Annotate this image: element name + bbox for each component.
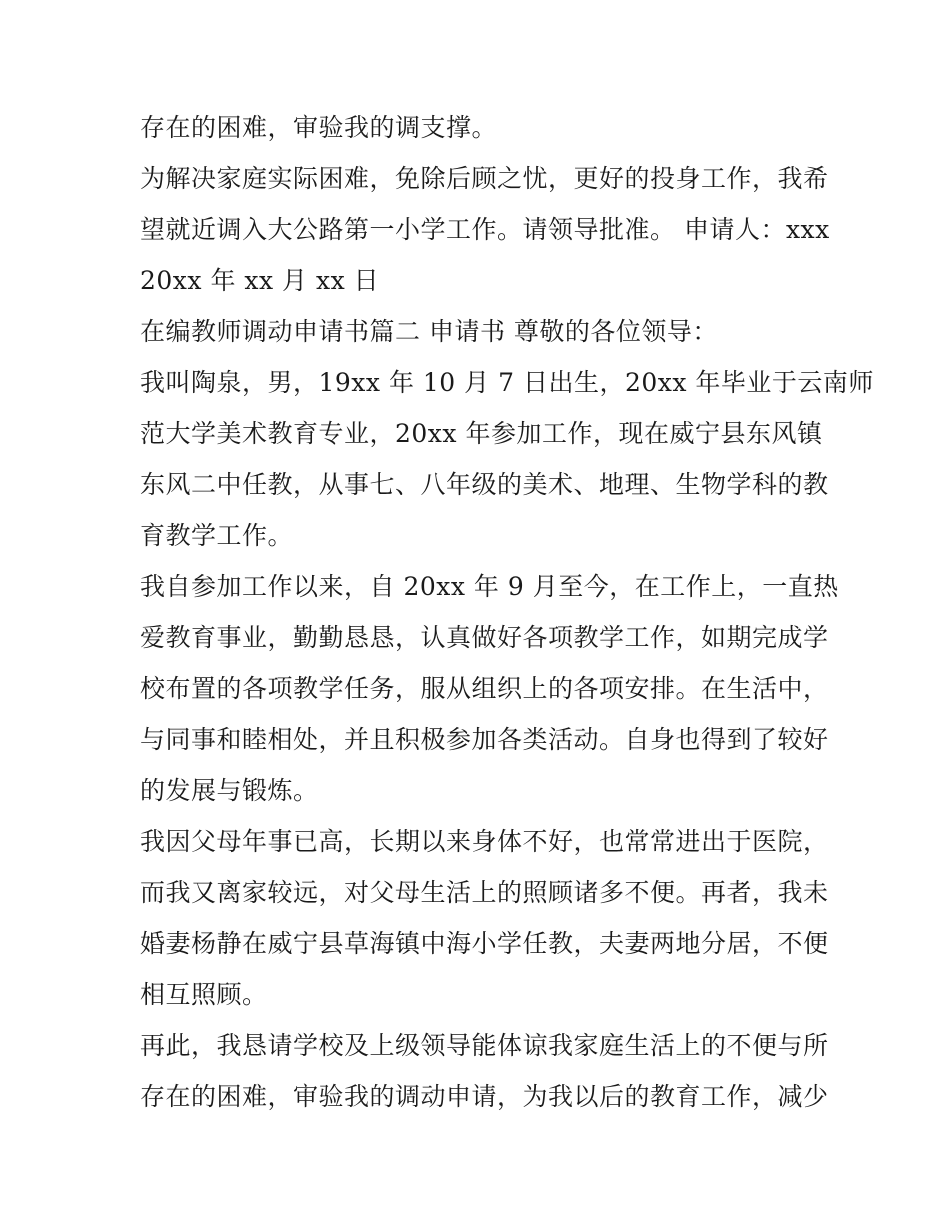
text-line: 与同事和睦相处，并且积极参加各类活动。自身也得到了较好	[140, 725, 829, 754]
text-line: 我因父母年事已高，长期以来身体不好，也常常进出于医院，	[140, 827, 829, 856]
text-line: 我叫陶泉，男，19xx 年 10 月 7 日出生，20xx 年毕业于云南师	[140, 368, 874, 397]
date-line: 20xx 年 xx 月 xx 日	[140, 266, 380, 295]
text-line: 望就近调入大公路第一小学工作。请领导批准。 申请人：xxx	[140, 215, 830, 244]
text-line: 的发展与锻炼。	[140, 776, 319, 805]
text-line: 存在的困难，审验我的调支撑。	[140, 113, 498, 142]
text-line: 校布置的各项教学任务，服从组织上的各项安排。在生活中，	[140, 674, 829, 703]
text-line: 育教学工作。	[140, 521, 294, 550]
text-line: 再此，我恳请学校及上级领导能体谅我家庭生活上的不便与所	[140, 1031, 829, 1060]
text-line: 爱教育事业，勤勤恳恳，认真做好各项教学工作，如期完成学	[140, 623, 829, 652]
text-line: 存在的困难，审验我的调动申请，为我以后的教育工作，减少	[140, 1082, 829, 1111]
section-heading: 在编教师调动申请书篇二 申请书 尊敬的各位领导：	[140, 317, 718, 346]
text-line: 婚妻杨静在威宁县草海镇中海小学任教，夫妻两地分居，不便	[140, 929, 829, 958]
text-line: 相互照顾。	[140, 980, 268, 1009]
text-line: 而我又离家较远，对父母生活上的照顾诸多不便。再者，我未	[140, 878, 829, 907]
text-line: 为解决家庭实际困难，免除后顾之忧，更好的投身工作，我希	[140, 164, 829, 193]
text-line: 范大学美术教育专业，20xx 年参加工作，现在威宁县东风镇	[140, 419, 823, 448]
text-line: 我自参加工作以来，自 20xx 年 9 月至今，在工作上，一直热	[140, 572, 839, 601]
text-line: 东风二中任教，从事七、八年级的美术、地理、生物学科的教	[140, 470, 829, 499]
